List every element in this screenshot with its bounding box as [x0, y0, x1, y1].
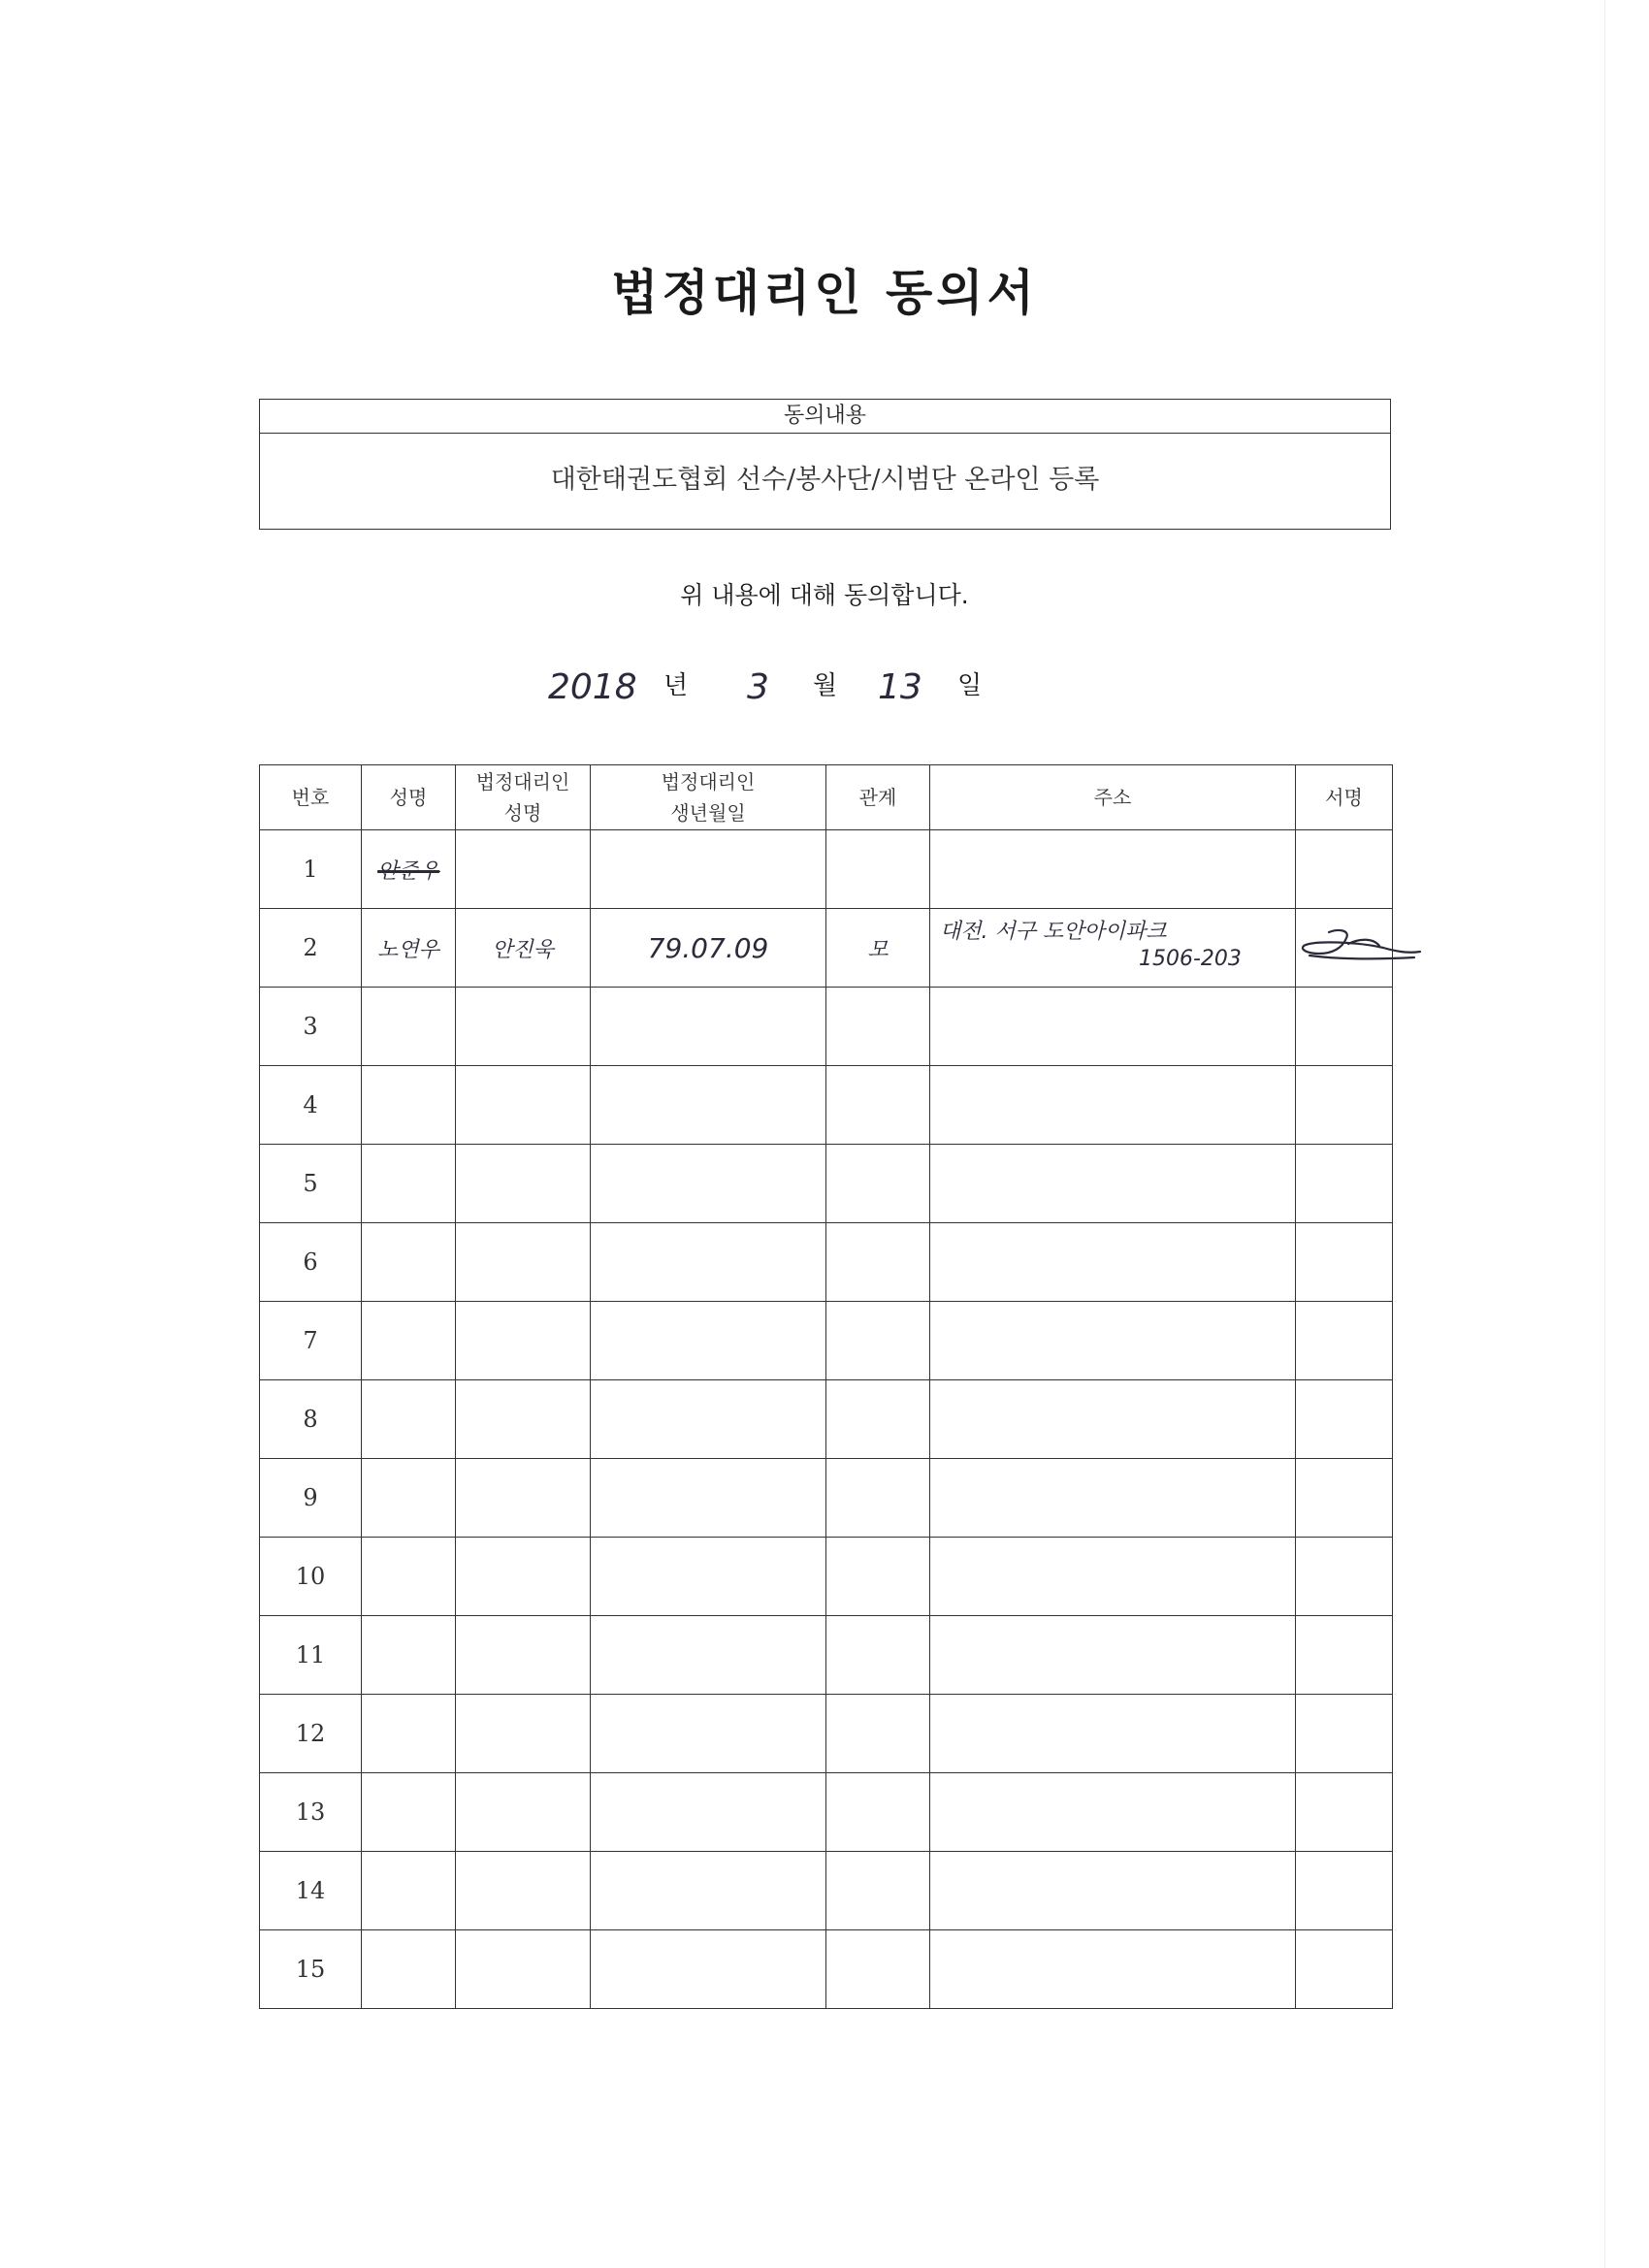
row-guardian-name — [456, 830, 591, 909]
row-guardian-name — [456, 1380, 591, 1459]
row-address — [930, 830, 1296, 909]
row-relation — [826, 1380, 930, 1459]
row-address — [930, 1538, 1296, 1616]
row-guardian-name — [456, 1538, 591, 1616]
row-guardian-name — [456, 1145, 591, 1223]
date-year-unit: 년 — [663, 671, 689, 700]
row-no: 1 — [260, 830, 362, 909]
row-guardian-birth — [591, 1459, 826, 1538]
row-guardian-name — [456, 909, 591, 988]
row-relation — [826, 1302, 930, 1380]
row-guardian-birth — [591, 1930, 826, 2009]
row-signature — [1296, 1616, 1393, 1695]
row-name — [362, 1616, 456, 1695]
row-relation — [826, 1145, 930, 1223]
row-guardian-name-handwriting: 안진욱 — [492, 937, 554, 962]
row-relation — [826, 1459, 930, 1538]
header-address: 주소 — [930, 765, 1296, 830]
consent-box — [259, 399, 1391, 530]
row-no: 8 — [260, 1380, 362, 1459]
row-name — [362, 1695, 456, 1773]
table-row — [260, 988, 1393, 1066]
table-row — [260, 1066, 1393, 1145]
row-name — [362, 1773, 456, 1852]
row-guardian-birth — [591, 1066, 826, 1145]
row-name — [362, 1223, 456, 1302]
row-name — [362, 1459, 456, 1538]
date-month-unit: 월 — [813, 671, 838, 700]
document-title: 법정대리인 동의서 — [611, 265, 1038, 321]
row-guardian-name — [456, 1616, 591, 1695]
row-signature — [1296, 909, 1393, 988]
consent-body: 대한태권도협회 선수/봉사단/시범단 온라인 등록 — [550, 465, 1100, 495]
table-row — [260, 1145, 1393, 1223]
row-address — [930, 1223, 1296, 1302]
header-no: 번호 — [260, 765, 362, 830]
row-no: 3 — [260, 988, 362, 1066]
row-name — [362, 1145, 456, 1223]
row-relation — [826, 909, 930, 988]
row-name — [362, 1930, 456, 2009]
row-relation — [826, 1223, 930, 1302]
header-guardian-birth: 법정대리인 생년월일 — [591, 765, 826, 830]
table-header-row — [260, 765, 1393, 830]
row-address — [930, 1459, 1296, 1538]
row-relation — [826, 1695, 930, 1773]
row-relation — [826, 830, 930, 909]
address-line2: 1506-203 — [1139, 947, 1242, 971]
row-guardian-birth — [591, 1380, 826, 1459]
row-no: 14 — [260, 1852, 362, 1930]
address-line1: 대전. 서구 도안아이파크 — [940, 920, 1167, 944]
address-handwriting — [940, 919, 1242, 973]
row-guardian-birth — [591, 1616, 826, 1695]
table-row — [260, 1695, 1393, 1773]
row-address — [930, 988, 1296, 1066]
row-guardian-birth — [591, 1695, 826, 1773]
row-signature — [1296, 1380, 1393, 1459]
row-address — [930, 1930, 1296, 2009]
row-name — [362, 1302, 456, 1380]
row-name — [362, 830, 456, 909]
row-name-handwriting: 안준우 — [377, 859, 439, 884]
table-row — [260, 830, 1393, 909]
row-name — [362, 1538, 456, 1616]
row-relation — [826, 1852, 930, 1930]
row-guardian-name — [456, 1459, 591, 1538]
row-name — [362, 1852, 456, 1930]
table-row — [260, 1223, 1393, 1302]
row-signature — [1296, 1930, 1393, 2009]
row-guardian-birth — [591, 1852, 826, 1930]
row-address — [930, 1695, 1296, 1773]
row-relation — [826, 988, 930, 1066]
row-signature — [1296, 988, 1393, 1066]
row-signature — [1296, 1223, 1393, 1302]
row-name — [362, 909, 456, 988]
row-guardian-birth — [591, 1302, 826, 1380]
row-no: 9 — [260, 1459, 362, 1538]
date-day: 13 — [878, 667, 922, 707]
row-guardian-birth — [591, 1773, 826, 1852]
row-guardian-name — [456, 1302, 591, 1380]
row-address — [930, 1302, 1296, 1380]
date-month: 3 — [747, 667, 769, 707]
row-address — [930, 1145, 1296, 1223]
row-signature — [1296, 1302, 1393, 1380]
row-no: 15 — [260, 1930, 362, 2009]
table-row — [260, 1773, 1393, 1852]
signature-mark — [1290, 924, 1426, 973]
table-row — [260, 909, 1393, 988]
date-line — [0, 660, 1649, 718]
row-name — [362, 1066, 456, 1145]
row-relation-handwriting: 모 — [867, 937, 889, 962]
row-no: 5 — [260, 1145, 362, 1223]
row-no: 11 — [260, 1616, 362, 1695]
row-guardian-name — [456, 1223, 591, 1302]
row-signature — [1296, 1773, 1393, 1852]
row-name — [362, 1380, 456, 1459]
row-address — [930, 1380, 1296, 1459]
row-signature — [1296, 830, 1393, 909]
row-guardian-name — [456, 1066, 591, 1145]
row-guardian-birth — [591, 1538, 826, 1616]
row-signature — [1296, 1538, 1393, 1616]
row-address — [930, 1852, 1296, 1930]
row-guardian-birth — [591, 1145, 826, 1223]
row-signature — [1296, 1459, 1393, 1538]
row-guardian-birth — [591, 909, 826, 988]
row-signature — [1296, 1145, 1393, 1223]
row-relation — [826, 1773, 930, 1852]
row-signature — [1296, 1852, 1393, 1930]
row-address — [930, 1066, 1296, 1145]
header-name: 성명 — [362, 765, 456, 830]
header-relation: 관계 — [826, 765, 930, 830]
row-relation — [826, 1930, 930, 2009]
row-guardian-name — [456, 1930, 591, 2009]
row-guardian-birth — [591, 1223, 826, 1302]
header-guardian-name: 법정대리인 성명 — [456, 765, 591, 830]
row-relation — [826, 1616, 930, 1695]
table-row — [260, 1302, 1393, 1380]
row-guardian-name — [456, 1695, 591, 1773]
date-day-unit: 일 — [957, 671, 983, 700]
row-guardian-name — [456, 988, 591, 1066]
row-relation — [826, 1066, 930, 1145]
table-row — [260, 1380, 1393, 1459]
row-name-handwriting: 노연우 — [377, 937, 439, 962]
table-row — [260, 1459, 1393, 1538]
consent-header: 동의내용 — [260, 400, 1390, 434]
table-row — [260, 1616, 1393, 1695]
agree-statement: 위 내용에 대해 동의합니다. — [680, 581, 969, 609]
row-guardian-birth — [591, 988, 826, 1066]
date-year: 2018 — [548, 667, 637, 707]
row-no: 4 — [260, 1066, 362, 1145]
row-no: 7 — [260, 1302, 362, 1380]
row-no: 6 — [260, 1223, 362, 1302]
row-guardian-birth — [591, 830, 826, 909]
row-signature — [1296, 1695, 1393, 1773]
page-edge — [1604, 0, 1605, 2268]
row-guardian-name — [456, 1773, 591, 1852]
row-address — [930, 909, 1296, 988]
header-signature: 서명 — [1296, 765, 1393, 830]
row-address — [930, 1616, 1296, 1695]
row-guardian-name — [456, 1852, 591, 1930]
row-no: 2 — [260, 909, 362, 988]
row-no: 13 — [260, 1773, 362, 1852]
row-no: 10 — [260, 1538, 362, 1616]
registration-table — [259, 764, 1393, 2009]
table-row — [260, 1538, 1393, 1616]
row-relation — [826, 1538, 930, 1616]
row-no: 12 — [260, 1695, 362, 1773]
row-address — [930, 1773, 1296, 1852]
row-name — [362, 988, 456, 1066]
table-row — [260, 1930, 1393, 2009]
table-row — [260, 1852, 1393, 1930]
row-guardian-birth-handwriting: 79.07.09 — [647, 931, 769, 964]
row-signature — [1296, 1066, 1393, 1145]
